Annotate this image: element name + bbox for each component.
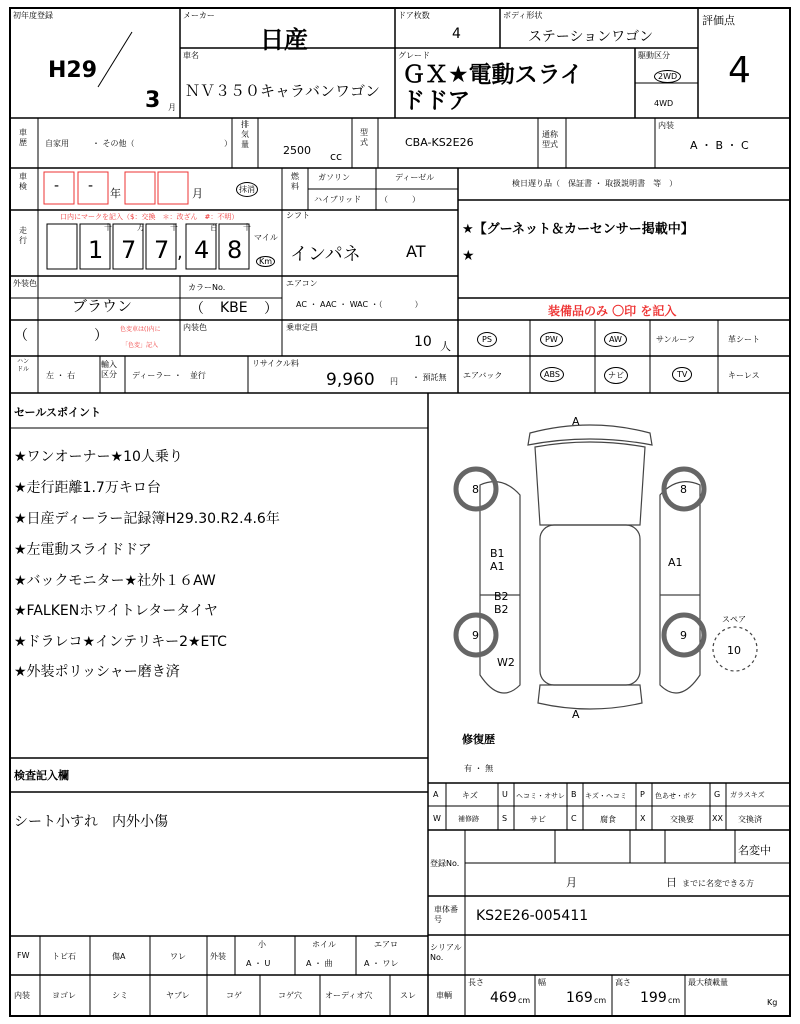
score: 4 <box>728 50 751 91</box>
drive-4wd: 4WD <box>654 99 674 108</box>
roof-shape <box>540 525 640 685</box>
handle: 左 ・ 右 <box>46 371 76 380</box>
inspection-title: 検査記入欄 <box>14 769 69 782</box>
right-side-shape <box>660 482 700 693</box>
doors: 4 <box>452 26 461 42</box>
hood-shape <box>535 442 645 525</box>
rear-shape <box>538 685 642 709</box>
sales-point: ★左電動スライドドア <box>14 542 152 558</box>
import-type: ディーラー ・ 並行 <box>132 371 206 380</box>
reg-era: H29 <box>48 58 98 83</box>
sales-title: セールスポイント <box>14 406 102 419</box>
equip-pw: PW <box>540 332 563 347</box>
odometer-digit: 7 <box>121 236 137 264</box>
tire-fl-value: 8 <box>472 483 479 496</box>
tire-rl-value: 9 <box>472 629 479 642</box>
odometer-digit: 1 <box>88 236 104 264</box>
equip-ps: PS <box>477 332 497 347</box>
reg-label: 初年度登録 <box>13 11 53 20</box>
grade-line2: ドドア <box>402 88 471 114</box>
model: ＮＶ３５０キャラバンワゴン <box>185 82 381 100</box>
inspection-text: シート小すれ 内外小傷 <box>14 814 168 830</box>
length: 469 <box>490 990 517 1006</box>
damage-mark: B2 <box>494 590 509 603</box>
maker: 日産 <box>260 26 308 54</box>
sales-point: ★ドラレコ★インテリキー2★ETC <box>14 634 227 650</box>
sales-point: ★外装ポリッシャー磨き済 <box>14 664 180 680</box>
tire-fr-value: 8 <box>680 483 687 496</box>
displacement: 2500 <box>283 144 311 157</box>
damage-mark: B1 <box>490 547 505 560</box>
sales-point: ★バックモニター★社外１６AW <box>14 573 216 589</box>
capacity: 10 <box>414 334 432 350</box>
width: 169 <box>566 990 593 1006</box>
transmission: AT <box>406 242 426 261</box>
equipment-header: 装備品のみ 〇印 を記入 <box>548 304 677 318</box>
color-code: KBE <box>220 300 248 316</box>
reg-month: 3 <box>145 88 161 113</box>
recycle-fee: 9,960 <box>326 370 375 390</box>
odometer-digit: 4 <box>194 236 210 264</box>
sales-point: ★FALKENホワイトレタータイヤ <box>14 603 218 619</box>
promo-line1: ★【グーネット＆カーセンサー掲載中】 <box>462 222 694 237</box>
equip-navi: ナビ <box>604 367 628 384</box>
sales-point: ★ワンオーナー★10人乗り <box>14 449 183 465</box>
sales-point: ★日産ディーラー記録簿H29.30.R2.4.6年 <box>14 511 280 527</box>
damage-mark: W2 <box>497 656 515 669</box>
odometer-digit: 8 <box>227 236 243 264</box>
grade-line1: ＧＸ★電動スライ <box>402 62 583 88</box>
body-type: ステーションワゴン <box>528 29 654 45</box>
documents: 検日遅り品（ 保証書 ・ 取扱説明書 等 ） <box>512 179 678 188</box>
damage-mark: A1 <box>490 560 505 573</box>
height: 199 <box>640 990 667 1006</box>
drive-2wd: 2WD <box>654 70 681 83</box>
equip-abs: ABS <box>540 367 564 382</box>
sales-point: ★走行距離1.7万キロ台 <box>14 480 161 496</box>
chassis-number: KS2E26-005411 <box>476 908 589 924</box>
name-change: 名変中 <box>738 844 771 857</box>
tire-rr-value: 9 <box>680 629 687 642</box>
repair-history: 有 ・ 無 <box>464 764 494 773</box>
shift: インパネ <box>290 244 361 265</box>
exterior-color: ブラウン <box>72 297 133 315</box>
model-code: CBA-KS2E26 <box>405 136 474 149</box>
spare-value: 10 <box>727 644 741 657</box>
equip-tv: TV <box>672 367 692 382</box>
equip-aw: AW <box>604 332 627 347</box>
odometer-digit: 7 <box>154 236 170 264</box>
damage-mark: A1 <box>668 556 683 569</box>
interior-grade: A ・ B ・ C <box>690 139 749 152</box>
damage-mark: B2 <box>494 603 509 616</box>
air-conditioner: AC ・ AAC ・ WAC ・（ ） <box>296 300 423 309</box>
